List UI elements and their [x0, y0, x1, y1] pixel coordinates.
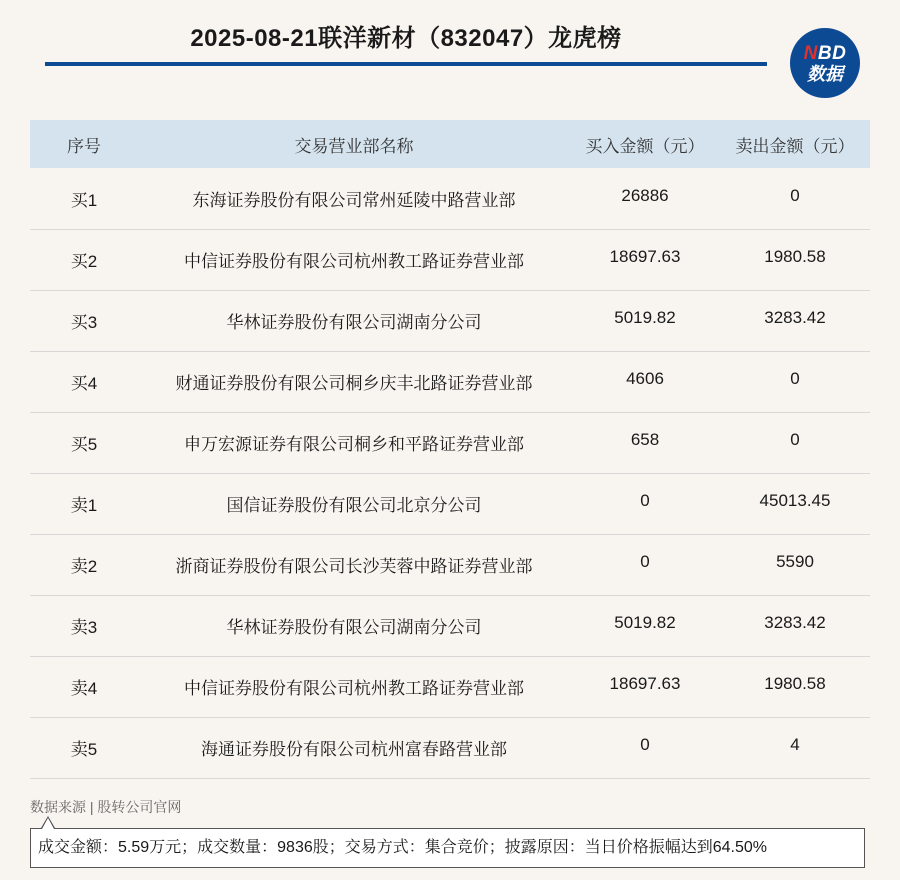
table-row — [30, 473, 870, 534]
row-index: 卖1 — [70, 496, 98, 515]
row-branch-name: 华林证券股份有限公司湖南分公司 — [226, 618, 482, 637]
row-sell-amount: 0 — [790, 430, 800, 449]
header-index: 序号 — [67, 136, 101, 156]
row-sell-amount: 3283.42 — [764, 613, 826, 632]
logo-letter-n: N — [803, 42, 818, 64]
data-source-label: 数据来源 | 股转公司官网 — [30, 799, 182, 815]
table-row — [30, 656, 870, 717]
callout-pointer-fill — [42, 818, 54, 829]
table-row — [30, 534, 870, 595]
row-index: 卖5 — [70, 740, 98, 759]
table-row — [30, 290, 870, 351]
row-buy-amount: 5019.82 — [614, 613, 676, 632]
row-branch-name: 华林证券股份有限公司湖南分公司 — [226, 313, 482, 332]
title-underline — [45, 62, 767, 66]
row-sell-amount: 1980.58 — [764, 247, 826, 266]
row-index: 卖3 — [70, 618, 98, 637]
table-row — [30, 595, 870, 656]
logo-text-nbd — [804, 44, 847, 63]
table-row — [30, 412, 870, 473]
logo-letters-bd: BD — [817, 42, 847, 64]
header-branch-name: 交易营业部名称 — [294, 136, 414, 156]
row-buy-amount: 0 — [640, 491, 650, 510]
table-row — [30, 351, 870, 412]
row-sell-amount: 3283.42 — [764, 308, 826, 327]
row-branch-name: 东海证券股份有限公司常州延陵中路营业部 — [192, 190, 516, 210]
row-buy-amount: 18697.63 — [609, 247, 681, 266]
row-branch-name: 国信证券股份有限公司北京分公司 — [226, 496, 482, 515]
row-index: 买2 — [70, 252, 98, 271]
page-title: 2025-08-21联洋新材（832047）龙虎榜 — [190, 25, 622, 52]
table-row — [30, 229, 870, 290]
row-index: 买1 — [70, 190, 98, 210]
row-sell-amount: 45013.45 — [759, 491, 831, 510]
row-index: 买4 — [70, 374, 98, 393]
row-sell-amount: 5590 — [776, 552, 814, 571]
row-buy-amount: 0 — [640, 735, 650, 754]
row-branch-name: 中信证券股份有限公司杭州教工路证券营业部 — [184, 252, 524, 271]
row-buy-amount: 18697.63 — [609, 674, 681, 693]
table-row — [30, 717, 870, 778]
row-sell-amount: 1980.58 — [764, 674, 826, 693]
nbd-data-logo — [790, 28, 860, 98]
logo-text-data: 数据 — [807, 63, 843, 84]
row-sell-amount: 0 — [790, 185, 800, 205]
row-index: 买5 — [70, 435, 98, 454]
table-header-row — [30, 120, 870, 168]
row-buy-amount: 4606 — [626, 369, 664, 388]
row-sell-amount: 0 — [790, 369, 800, 388]
row-buy-amount: 0 — [640, 552, 650, 571]
row-sell-amount: 4 — [790, 735, 800, 754]
row-buy-amount: 26886 — [621, 185, 669, 205]
header-sell-amount: 卖出金额（元） — [735, 136, 855, 156]
row-buy-amount: 658 — [630, 430, 660, 449]
row-branch-name: 浙商证券股份有限公司长沙芙蓉中路证券营业部 — [175, 557, 533, 576]
row-index: 卖4 — [70, 679, 98, 698]
row-branch-name: 财通证券股份有限公司桐乡庆丰北路证券营业部 — [175, 374, 533, 393]
table-row — [30, 168, 870, 229]
row-branch-name: 申万宏源证券有限公司桐乡和平路证券营业部 — [184, 435, 524, 454]
row-branch-name: 海通证券股份有限公司杭州富春路营业部 — [201, 740, 507, 759]
header-buy-amount: 买入金额（元） — [585, 136, 705, 156]
row-index: 买3 — [70, 313, 98, 332]
row-index: 卖2 — [70, 557, 98, 576]
dragon-tiger-table — [30, 120, 870, 779]
trade-summary-note: 成交金额：5.59万元；成交数量：9836股；交易方式：集合竞价；披露原因：当日价格振幅达到64.50% — [30, 828, 865, 868]
row-buy-amount: 5019.82 — [614, 308, 676, 327]
row-branch-name: 中信证券股份有限公司杭州教工路证券营业部 — [184, 679, 524, 698]
